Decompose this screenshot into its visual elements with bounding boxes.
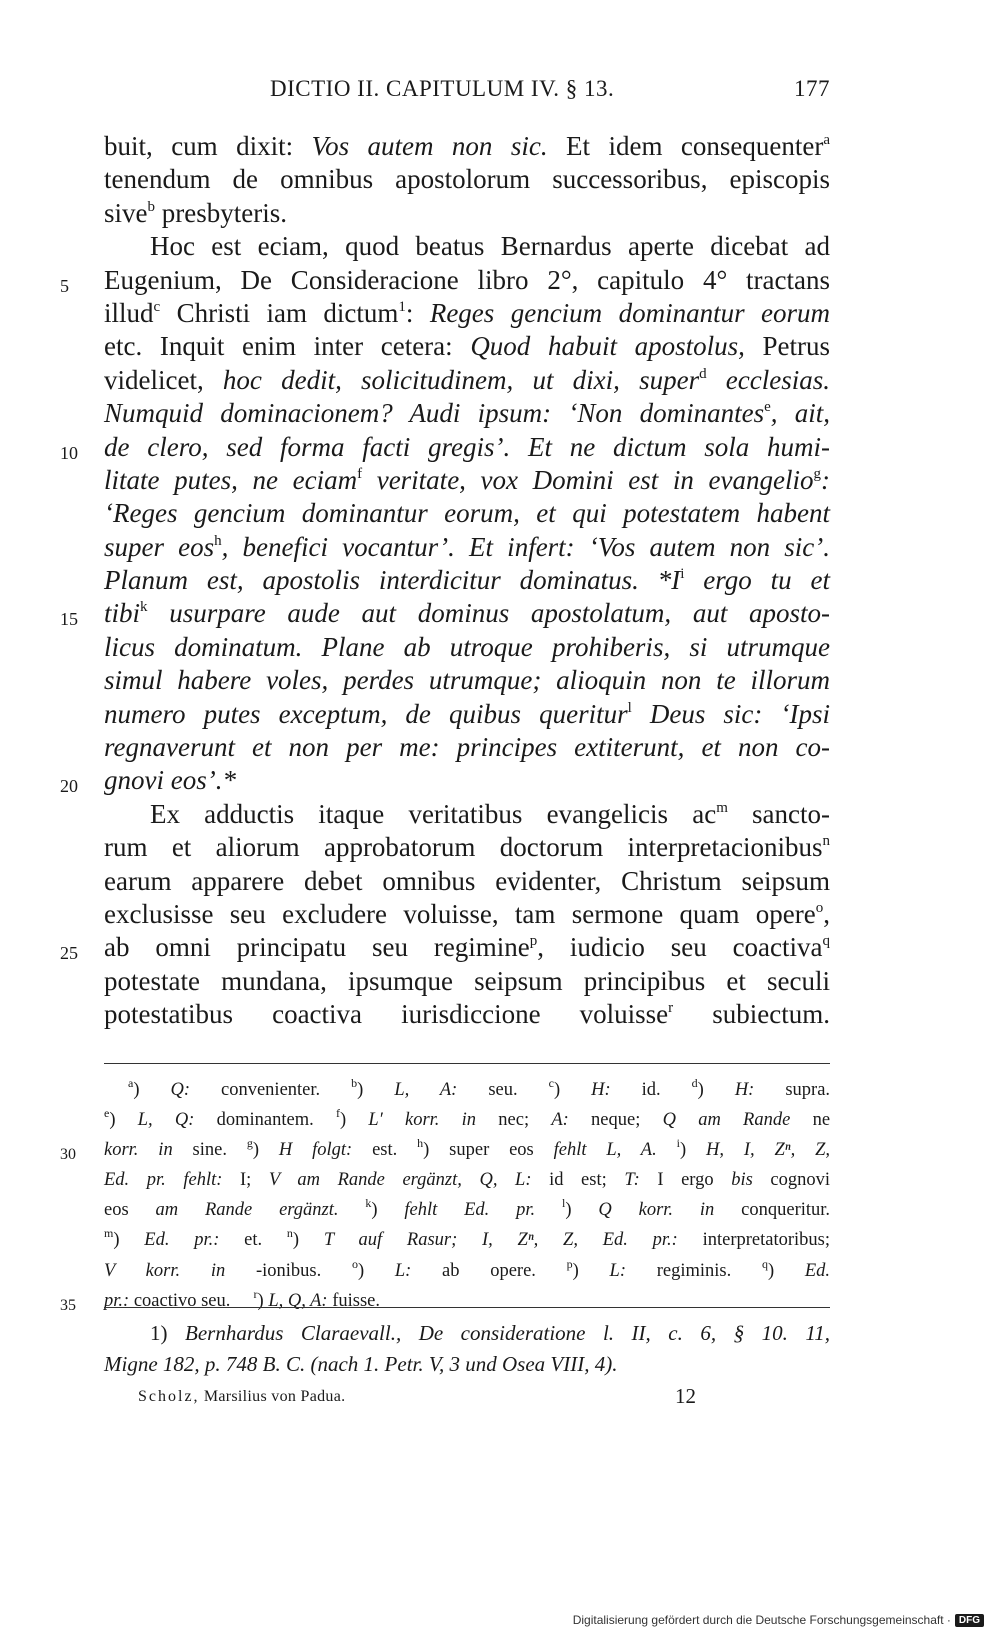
- footnote-line: Ed. pr. fehlt: I; V am Rande ergänzt, Q, L: id est; T: I ergo bis cognovi: [104, 1170, 830, 1191]
- text-line: simul habere voles, perdes utrumque; alioquin non te illorum: [104, 665, 830, 696]
- reference-line: Migne 182, p. 748 B. C. (nach 1. Petr. V, 3 und Osea VIII, 4).: [104, 1352, 618, 1376]
- critical-apparatus: [60, 1075, 831, 1316]
- text-line: licus dominatum. Plane ab utroque prohiberis, si utrumque: [104, 631, 830, 662]
- text-line: regnaverunt et non per me: principes extiterunt, et non co-: [104, 732, 830, 763]
- line-number: 35: [60, 1296, 76, 1314]
- footnote-line: 35 pr.: coactivo seu. $^r$) L, Q, A: fuisse.: [104, 1286, 830, 1316]
- line-number: 5: [60, 275, 69, 296]
- text-line: etc. Inquit enim inter cetera: Quod habuit apostolus, Petrus: [104, 331, 830, 362]
- page-header: [100, 76, 830, 112]
- text-line: ‘Reges gencium dominantur eorum, et qui potestatem habent: [104, 498, 830, 529]
- text-line: sive$^b$ presbyteris.: [104, 197, 287, 228]
- footnote-line: $^m$) Ed. pr.: et. $^n$) T auf Rasur; I, Zⁿ, Z, Ed. pr.: interpretatoribus;: [104, 1226, 831, 1251]
- footnote-line: eos am Rande ergänzt. $^k$) fehlt Ed. pr. $^l$) Q korr. in conqueritur.: [104, 1196, 831, 1221]
- text-line: exclusisse seu excludere voluisse, tam sermone quam opere$^o$,: [104, 898, 830, 929]
- text-line: 5 Eugenium, De Consideracione libro 2°, capitulo 4° tractans: [104, 264, 830, 297]
- text-line: 25 ab omni principatu seu regimine$^p$, iudicio seu coactiva$^q$: [104, 931, 830, 964]
- text-line: potestatibus coactiva iurisdiccione voluisse$^r$ subiectum.: [104, 999, 830, 1030]
- line-number: 20: [60, 776, 78, 797]
- footnote-line: 30 korr. in sine. $^g$) H folgt: est. $^h$) super eos fehlt L, A. $^i$) H, I, Zⁿ, Z,: [104, 1135, 830, 1165]
- reference-divider: [104, 1307, 830, 1308]
- main-text: [60, 130, 831, 1032]
- text-line: rum et aliorum approbatorum doctorum interpretacionibus$^n$: [104, 832, 830, 863]
- text-line: tenendum de omnibus apostolorum successoribus, episcopis: [104, 164, 830, 195]
- running-title: DICTIO II. CAPITULUM IV. § 13.: [270, 76, 615, 101]
- text-line: super eos$^h$, benefici vocantur’. Et infert: ‘Vos autem non sic’.: [104, 531, 831, 562]
- text-line: litate putes, ne eciam$^f$ veritate, vox Domini est in evangelio$^g$:: [104, 464, 830, 495]
- reference-line: 1) Bernhardus Claraevall., De consideratione l. II, c. 6, § 10. 11,: [150, 1321, 831, 1345]
- printer-signature-mark: 12: [675, 1384, 696, 1408]
- text-line: potestate mundana, ipsumque seipsum principibus et seculi: [104, 965, 830, 996]
- text-line: Ex adductis itaque veritatibus evangelicis $ac^m$ sancto-: [150, 798, 830, 829]
- text-line: illud$^c$ Christi iam dictum$^1$: Reges gencium dominantur eorum: [104, 297, 830, 328]
- dfg-logo: DFG: [955, 1614, 984, 1627]
- line-number: 30: [60, 1146, 76, 1164]
- line-number: 25: [60, 943, 78, 964]
- line-number: 10: [60, 442, 78, 463]
- text-line: buit, cum dixit: Vos autem non sic. Et idem consequenter$^a$: [104, 131, 831, 161]
- text-line: Hoc est eciam, quod beatus Bernardus aperte dicebat ad: [150, 231, 830, 262]
- page-footer: [104, 1384, 830, 1416]
- digitization-credit: Digitalisierung gefördert durch die Deutsche Forschungsgemeinschaft · DFG: [573, 1610, 984, 1630]
- footnote-line: $^a$) Q: convenienter. $^b$) L, A: seu. $^c$) H: id. $^d$) H: supra.: [128, 1076, 831, 1100]
- page-number: 177: [794, 76, 830, 101]
- footnote-divider: [104, 1063, 830, 1064]
- footnote-line: V korr. in -ionibus. $^o$) L: ab opere. $^p$) L: regiminis. $^q$) Ed.: [104, 1256, 831, 1281]
- text-line: 20 gnovi eos’.*: [104, 764, 830, 797]
- text-line: earum apparere debet omnibus evidenter, Christum seipsum: [104, 865, 830, 896]
- text-line: Planum est, apostolis interdicitur dominatus. $*I^i$ ergo tu et: [104, 565, 830, 596]
- text-line: videlicet, hoc dedit, solicitudinem, ut dixi, super$^d$ ecclesias.: [104, 364, 830, 395]
- text-line: Numquid dominacionem? Audi ipsum: ‘Non dominantes$^e$, ait,: [104, 398, 830, 429]
- source-notes: [104, 1318, 830, 1380]
- line-number: 15: [60, 609, 78, 630]
- text-line: 10 de clero, sed forma facti gregis’. Et ne dictum sola humi-: [104, 431, 830, 464]
- text-line: numero putes exceptum, de quibus queritur$^l$ Deus sic: ‘Ipsi: [104, 698, 830, 729]
- text-line: 15 tibi$^k$ usurpare aude aut dominus apostolatum, aut aposto-: [104, 597, 830, 630]
- footnote-line: $^e$) L, Q: dominantem. $^f$) L′ korr. in nec; A: neque; Q am Rande ne: [104, 1106, 831, 1131]
- author-signature-line: Scholz, Marsilius von Padua.: [138, 1388, 346, 1405]
